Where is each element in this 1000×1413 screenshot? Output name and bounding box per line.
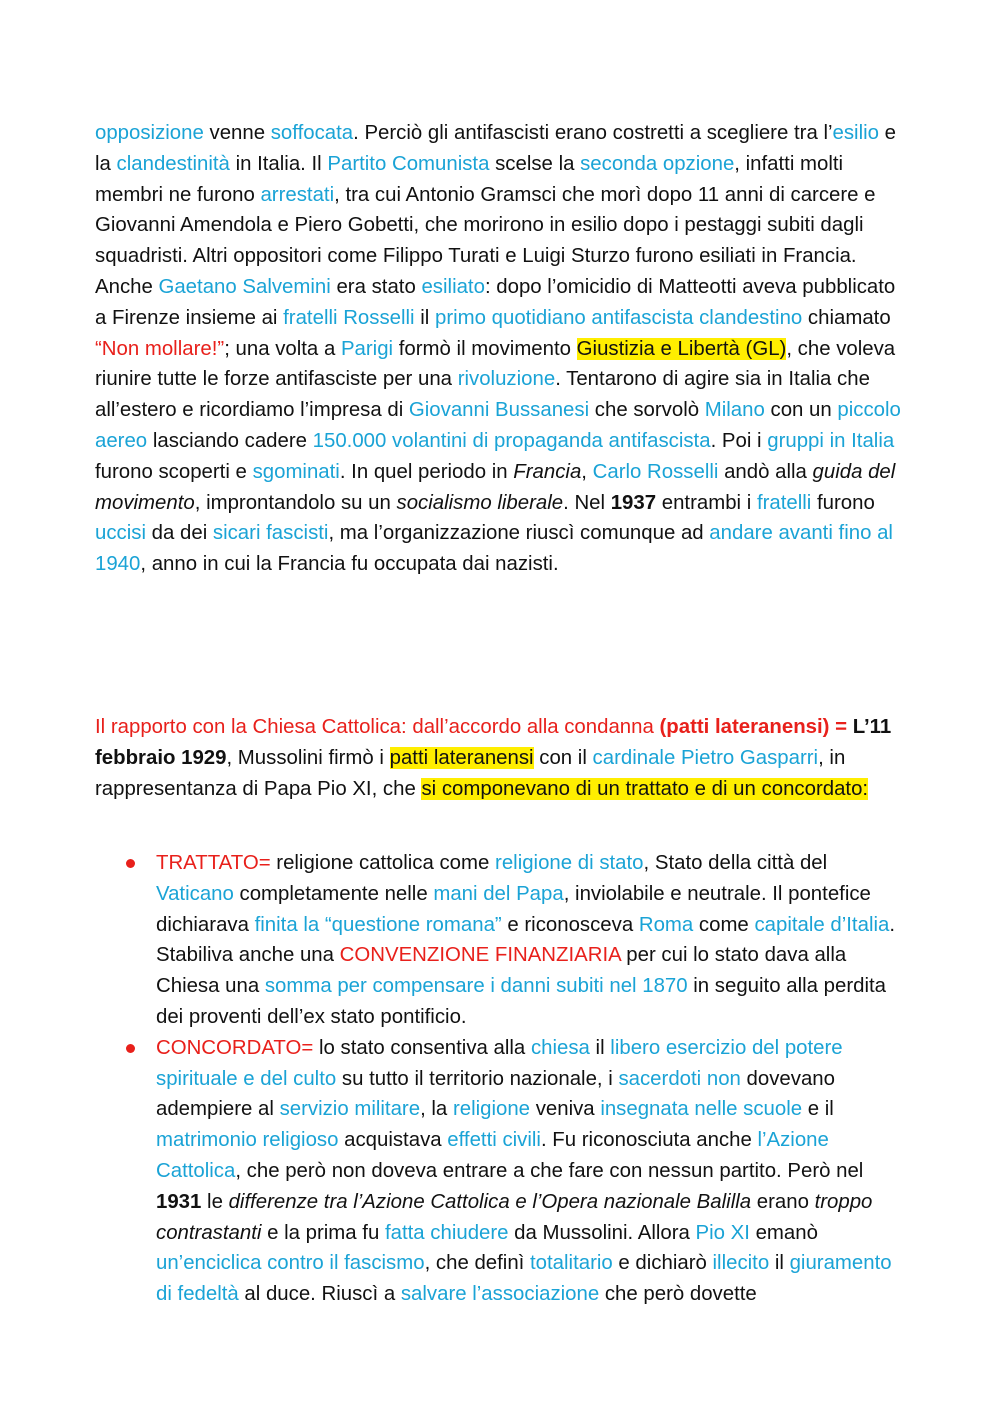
text-run: un’enciclica contro il fascismo	[156, 1252, 425, 1275]
text-run: “Non mollare!”	[95, 337, 225, 360]
bullet-text	[156, 852, 895, 1028]
text-run: esilio	[832, 122, 879, 144]
text-run: Partito Comunista	[327, 152, 490, 175]
paragraph-antifascism	[95, 118, 905, 580]
bullet-list	[156, 848, 906, 1310]
text-run: socialismo liberale	[396, 491, 564, 514]
text-run: . Stabiliva anche una	[156, 913, 896, 967]
bullet-item-trattato	[156, 848, 906, 1033]
text-run: somma per compensare i danni subiti nel 1870	[264, 975, 688, 998]
text-run: formò il movimento	[393, 337, 577, 360]
text-run: soffocata	[270, 122, 354, 144]
text-run: salvare l’associazione	[400, 1283, 600, 1306]
text-run: insegnata nelle scuole	[600, 1098, 803, 1121]
text-run: , tra cui Antonio Gramsci che morì dopo 11 anni di carcere e Giovanni Amendola e Piero Gobetti, che morirono in esilio dopo i pestaggi subiti dagli squadristi. Altri oppositori come Filippo Turati e Luigi Sturzo furono esiliati in Francia. Anche	[95, 183, 876, 298]
text-run: Giovanni Bussanesi	[408, 399, 590, 422]
text-run: Gaetano Salvemini	[158, 275, 331, 298]
text-run: furono	[811, 491, 875, 514]
text-run: . Poi i	[710, 429, 768, 452]
text-run: ; una volta a	[224, 337, 341, 360]
text-run: , inviolabile e neutrale. Il pontefice dichiarava	[156, 882, 871, 936]
text-run: . Perciò gli antifascisti erano costretti a scegliere tra l’	[353, 122, 833, 144]
text-run: giuramento di fedeltà	[156, 1252, 892, 1306]
text-run: e la prima fu	[261, 1221, 385, 1244]
text-run: Il rapporto con la Chiesa Cattolica: dall’accordo alla condanna	[95, 716, 660, 738]
text-run: lasciando cadere	[147, 429, 313, 452]
text-run: che sorvolò	[589, 399, 705, 422]
text-run: fratelli	[756, 491, 812, 514]
text-run: e il	[802, 1098, 834, 1121]
text-run: era stato	[330, 275, 422, 298]
text-run: , la	[420, 1098, 453, 1121]
text-run: Carlo Rosselli	[592, 460, 719, 483]
text-run: seconda opzione	[580, 152, 735, 175]
text-run: opposizione	[95, 122, 204, 144]
text-run: cardinale Pietro Gasparri	[592, 746, 819, 769]
text-run: Francia	[513, 460, 582, 483]
text-run: , che definì	[424, 1252, 531, 1275]
text-run: emanò	[749, 1221, 818, 1244]
text-run: da Mussolini. Allora	[508, 1221, 696, 1244]
text-run: , ma l’organizzazione riuscì comunque ad	[328, 522, 710, 545]
text-run: acquistava	[338, 1129, 448, 1152]
text-run: il	[769, 1252, 790, 1275]
text-run: guida del movimento	[95, 460, 896, 514]
text-run: il	[414, 306, 435, 329]
text-run: L’11 febbraio 1929	[95, 716, 892, 769]
text-run: , infatti molti membri ne furono	[95, 152, 844, 206]
text-run: esiliato	[421, 275, 485, 298]
text-run: Roma	[638, 913, 694, 936]
text-run: troppo contrastanti	[156, 1190, 873, 1244]
text-run: Pio XI	[695, 1221, 750, 1244]
text-run: (patti lateranensi) =	[659, 716, 848, 738]
text-run: Milano	[704, 399, 765, 422]
bullet-text	[156, 1037, 892, 1305]
text-run: matrimonio religioso	[156, 1129, 339, 1152]
text-run: capitale d’Italia	[754, 913, 890, 936]
text-run: e riconosceva	[501, 913, 639, 936]
text-run: su tutto il territorio nazionale, i	[336, 1067, 619, 1090]
text-run: religione cattolica come	[270, 852, 496, 874]
text-run: finita la “questione romana”	[254, 913, 502, 936]
text-run: gruppi in Italia	[767, 429, 895, 452]
text-run: uccisi	[95, 522, 146, 545]
text-run: CONVENZIONE FINANZIARIA	[339, 944, 621, 967]
text-run: . Nel	[563, 491, 611, 514]
text-run: servizio militare	[279, 1098, 421, 1121]
text-run: clandestinità	[116, 152, 230, 175]
text-run: , improntandolo su un	[194, 491, 397, 514]
text-run: in Italia. Il	[229, 152, 328, 175]
text-run: , anno in cui la Francia fu occupata dai nazisti.	[140, 553, 559, 576]
text-run: piccolo aereo	[95, 399, 901, 452]
text-run: , Stato della città del	[643, 852, 828, 874]
text-run: , Mussolini firmò i	[226, 746, 390, 769]
text-run: e la	[95, 122, 896, 175]
text-run: . Fu riconosciuta anche	[540, 1129, 758, 1152]
text-run: erano	[751, 1190, 815, 1213]
text-run: differenze tra l’Azione Cattolica e l’Opera nazionale Balilla	[228, 1190, 752, 1213]
text-run: 150.000 volantini di propaganda antifascista	[312, 429, 711, 452]
bullet-item-concordato	[156, 1033, 906, 1310]
text-run: . In quel periodo in	[339, 460, 514, 483]
text-run: chiesa	[530, 1036, 590, 1059]
text-run: . Tentarono di agire sia in Italia che all’estero e ricordiamo l’impresa di	[95, 368, 870, 422]
text-run: andò alla	[718, 460, 813, 483]
text-run: religione di stato	[495, 852, 644, 874]
text-run: con un	[764, 399, 838, 422]
text-run: che però dovette	[599, 1283, 757, 1306]
text-run: si componevano di un trattato e di un concordato:	[421, 777, 869, 800]
text-run: l’Azione Cattolica	[156, 1129, 829, 1182]
text-run: completamente nelle	[233, 882, 434, 905]
text-run: venne	[203, 122, 271, 144]
text-run: totalitario	[530, 1252, 613, 1275]
text-run: fatta chiudere	[384, 1221, 509, 1244]
text-run: mani del Papa	[433, 882, 564, 905]
text-run: sicari fascisti	[212, 522, 329, 545]
text-run: andare avanti fino al 1940	[95, 522, 893, 576]
text-run: veniva	[530, 1098, 601, 1121]
text-run: illecito	[712, 1252, 770, 1275]
text-run: TRATTATO=	[156, 852, 271, 874]
text-run: chiamato	[802, 306, 891, 329]
text-run: libero esercizio del potere spirituale e del culto	[156, 1036, 843, 1090]
text-run: rivoluzione	[457, 368, 556, 391]
bullet-dot-icon	[126, 1044, 135, 1053]
text-run: per cui lo stato dava alla Chiesa una	[156, 944, 847, 998]
text-run: lo stato consentiva alla	[313, 1036, 531, 1059]
text-run: 1931	[156, 1190, 202, 1213]
text-run: Vaticano	[156, 882, 234, 905]
text-run: , in rappresentanza di Papa Pio XI, che	[95, 746, 846, 800]
paragraph-church-relations	[95, 712, 905, 804]
text-run: dovevano adempiere al	[156, 1067, 835, 1121]
text-run: sacerdoti non	[618, 1067, 741, 1090]
text-run: in seguito alla perdita dei proventi dell’ex stato pontificio.	[156, 975, 886, 1028]
text-run: le	[201, 1190, 229, 1213]
text-run: CONCORDATO=	[156, 1036, 314, 1059]
text-run: come	[693, 913, 755, 936]
text-run: entrambi i	[656, 491, 757, 514]
text-run: e dichiarò	[612, 1252, 713, 1275]
text-run: da dei	[146, 522, 213, 545]
bullet-dot-icon	[126, 859, 135, 868]
text-run: primo quotidiano antifascista clandestino	[435, 306, 803, 329]
text-run: , che voleva riunire tutte le forze antifasciste per una	[95, 337, 896, 391]
text-run: ,	[581, 460, 593, 483]
text-run: religione	[452, 1098, 531, 1121]
text-run: patti lateranensi	[389, 746, 534, 769]
text-run: arrestati	[260, 183, 335, 206]
text-run: : dopo l’omicidio di Matteotti aveva pubblicato a Firenze insieme ai	[95, 275, 896, 329]
text-run: 1937	[610, 491, 657, 514]
text-run: il	[589, 1036, 611, 1059]
text-run: al duce. Riuscì a	[238, 1283, 401, 1306]
text-run: , che però non doveva entrare a che fare con nessun partito. Però nel	[235, 1159, 864, 1182]
text-run: Parigi	[340, 337, 394, 360]
text-run: scelse la	[489, 152, 581, 175]
text-run: fratelli Rosselli	[283, 306, 415, 329]
text-run: sgominati	[252, 460, 340, 483]
text-run: furono scoperti e	[95, 460, 253, 483]
text-run: con il	[533, 746, 593, 769]
text-run: effetti civili	[447, 1129, 541, 1152]
text-run: Giustizia e Libertà (GL)	[576, 337, 787, 360]
